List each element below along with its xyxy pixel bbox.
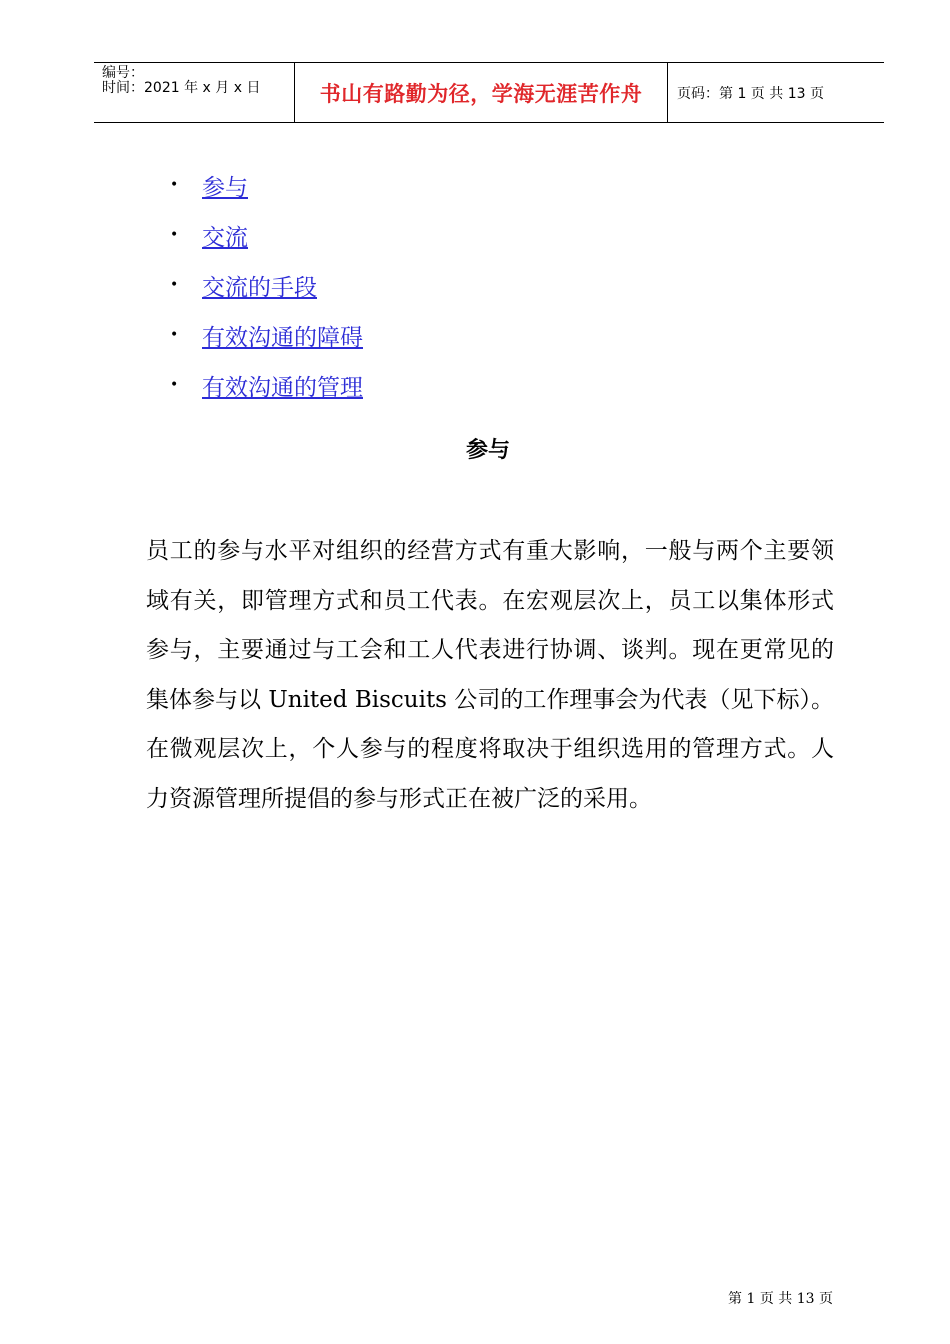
page-footer: 第 1 页 共 13 页 [728,1291,833,1307]
toc-item [170,310,363,360]
table-of-contents [170,160,363,410]
section-paragraph: 员工的参与水平对组织的经营方式有重大影响，一般与两个主要领域有关，即管理方式和员工代表。在宏观层次上，员工以集体形式参与，主要通过与工会和工人代表进行协调、谈判。现在更常见的集体参与以 United Biscuits 公司的工作理事会为代表（见下标）。在微观层次上，个人参与的程度将取决于组织选用的管理方式。人力资源管理所提倡的参与形式正在被广泛的采用。 [146,538,834,812]
document-number-label: 编号： [102,65,144,81]
header-motto: 书山有路勤为径，学海无涯苦作舟 [295,63,668,122]
header-meta [94,63,295,122]
bullet-icon: • [170,177,179,193]
toc-item [170,360,363,410]
toc-link-communication-barriers[interactable]: 有效沟通的障碍 [202,324,363,351]
header-page-number: 页码：第 1 页 共 13 页 [677,85,824,102]
page-header [94,62,884,123]
bullet-icon: • [170,277,179,293]
toc-item [170,260,363,310]
toc-link-communication[interactable]: 交流 [202,224,248,251]
bullet-icon: • [170,377,179,393]
toc-link-communication-management[interactable]: 有效沟通的管理 [202,374,363,401]
section-heading: 参与 [465,438,510,463]
document-time-label: 时间：2021 年 x 月 x 日 [102,80,261,96]
toc-item [170,210,363,260]
toc-link-communication-means[interactable]: 交流的手段 [202,274,317,301]
toc-item [170,160,363,210]
bullet-icon: • [170,327,179,343]
bullet-icon: • [170,227,179,243]
toc-link-participation[interactable]: 参与 [202,174,248,201]
